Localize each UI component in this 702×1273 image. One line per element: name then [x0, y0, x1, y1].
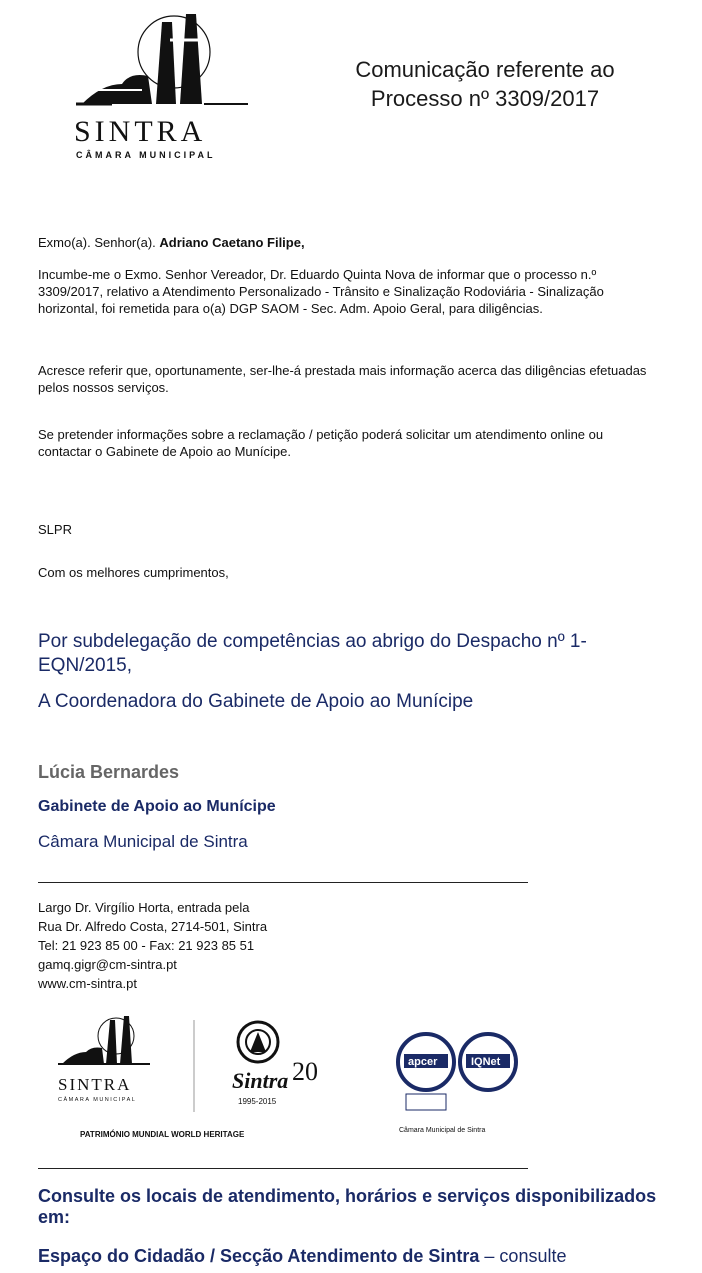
paragraph-2: Acresce referir que, oportunamente, ser-lhe-á prestada mais informação acerca das diligências efetuadas pelos nossos serviços. [38, 363, 647, 395]
slpr-label: SLPR [38, 522, 72, 537]
delegation-line-2: A Coordenadora do Gabinete de Apoio ao Munícipe [38, 691, 474, 712]
title-line-1: Comunicação referente ao [355, 57, 615, 82]
delegation-line-1: Por subdelegação de competências ao abrigo do Despacho nº 1-EQN/2015, [38, 631, 587, 676]
anniversary-years: 1995-2015 [238, 1097, 277, 1106]
closing: Com os melhores cumprimentos, [38, 565, 229, 580]
logo-name: SINTRA [74, 115, 207, 148]
cert-caption: Câmara Municipal de Sintra [399, 1127, 486, 1134]
address-line-1: Largo Dr. Virgílio Horta, entrada pela [38, 900, 250, 915]
sintra-20-anniversary-logo [232, 1022, 318, 1106]
contact-block [38, 898, 267, 993]
footer-sintra-name: SINTRA [58, 1075, 132, 1094]
sintra-logo [72, 4, 272, 164]
signatory-name: Lúcia Bernardes [38, 762, 180, 782]
certification-seals-icon [398, 1034, 516, 1134]
footer-logos [54, 1012, 524, 1142]
address-line-2: Rua Dr. Alfredo Costa, 2714-501, Sintra [38, 919, 268, 934]
phone-fax: Tel: 21 923 85 00 - Fax: 21 923 85 51 [38, 938, 255, 953]
world-heritage-label: PATRIMÓNIO MUNDIAL WORLD HERITAGE [80, 1130, 245, 1139]
signatory-department: Gabinete de Apoio ao Munícipe [38, 798, 276, 815]
divider-bottom [38, 1168, 528, 1169]
paragraph-3: Se pretender informações sobre a reclamação / petição poderá solicitar um atendimento online ou contactar o Gabinete de Apoio ao Munícipe. [38, 427, 604, 459]
anniversary-number: 20 [292, 1057, 318, 1086]
footer-sintra-subtitle: CÂMARA MUNICIPAL [58, 1097, 137, 1103]
sintra-small-logo [58, 1016, 150, 1103]
document-title [300, 55, 670, 113]
palace-chimneys-icon [76, 14, 248, 104]
consult-heading: Consulte os locais de atendimento, horários e serviços disponibilizados em: [38, 1186, 657, 1227]
salutation-prefix: Exmo(a). Senhor(a). [38, 235, 156, 250]
recipient-name: Adriano Caetano Filipe, [159, 235, 305, 250]
website-link[interactable]: www.cm-sintra.pt [38, 976, 137, 991]
salutation [38, 234, 658, 251]
espaco-consulte: – consulte [479, 1246, 567, 1266]
signatory-organization: Câmara Municipal de Sintra [38, 832, 248, 851]
espaco-cidadao-line [38, 1245, 698, 1267]
divider-top [38, 882, 528, 883]
espaco-cidadao-link[interactable]: Espaço do Cidadão / Secção Atendimento de Sintra [38, 1246, 480, 1266]
title-line-2: Processo nº 3309/2017 [370, 86, 600, 111]
cert-iqnet: IQNet [471, 1056, 501, 1068]
cert-apcer: apcer [408, 1056, 438, 1068]
paragraph-1: Incumbe-me o Exmo. Senhor Vereador, Dr. Eduardo Quinta Nova de informar que o processo n.º 3309/2017, relativo a Atendimento Personalizado - Trânsito e Sinalização Rodoviária - Sinalização horizontal, foi remetida para o(a) DGP SAOM - Sec. Adm. Apoio Geral, para diligências. [38, 267, 604, 316]
anniversary-name: Sintra [232, 1068, 289, 1093]
logo-subtitle: CÂMARA MUNICIPAL [76, 150, 216, 160]
email-link[interactable]: gamq.gigr@cm-sintra.pt [38, 957, 177, 972]
